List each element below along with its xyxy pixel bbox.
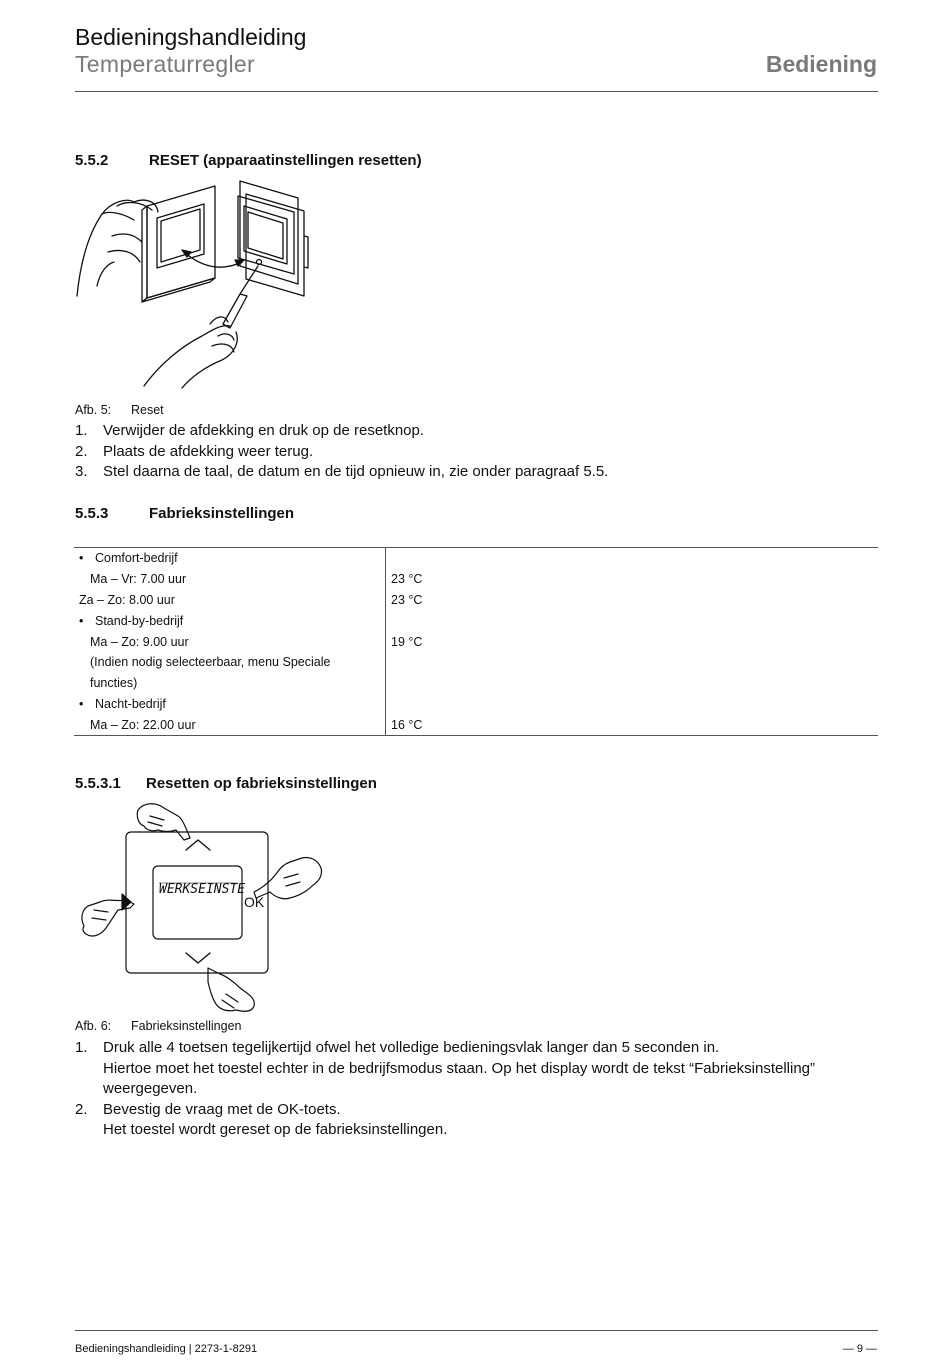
factory-reset-steps-list (75, 1038, 875, 1141)
section-title: Fabrieksinstellingen (149, 505, 295, 522)
table-cell: functies) (90, 676, 138, 691)
list-item (75, 462, 875, 483)
pointing-hand-right-icon (254, 857, 321, 898)
hand-left-image (77, 200, 158, 296)
table-row: • Comfort-bedrijf (74, 548, 878, 569)
section-title: Resetten op fabrieksinstellingen (146, 775, 377, 792)
list-number: 1. (75, 422, 88, 439)
table-row (74, 590, 878, 611)
up-arrow-icon[interactable] (186, 840, 210, 850)
section-number: 5.5.3.1 (75, 775, 121, 792)
table-cell: Ma – Vr: 7.00 uur (90, 572, 187, 587)
pointing-hand-bottom-icon (208, 968, 254, 1011)
footer-page-number: — 9 — (842, 1343, 877, 1355)
section-heading-factory-reset (75, 775, 875, 795)
table-cell: Nacht-bedrijf (95, 696, 166, 711)
list-item (75, 442, 875, 463)
table-cell: Ma – Zo: 9.00 uur (90, 634, 189, 649)
ok-button-label[interactable]: OK (244, 894, 265, 910)
section-title: RESET (apparaatinstellingen resetten) (149, 152, 422, 169)
reset-illustration (72, 176, 322, 396)
table-cell: 23 °C (386, 590, 879, 611)
list-item (75, 1100, 875, 1141)
figure-caption: Fabrieksinstellingen (131, 1019, 242, 1033)
list-text: weergegeven. (103, 1080, 198, 1097)
header-subtitle: Temperaturregler (75, 51, 255, 77)
table-row (74, 714, 878, 735)
footer-left: Bedieningshandleiding | 2273-1-8291 (75, 1343, 258, 1355)
figure-caption: Reset (131, 403, 164, 417)
header-title: Bedieningshandleiding (75, 24, 307, 50)
table-cell (386, 548, 879, 569)
figure-label: Afb. 6: (75, 1019, 112, 1033)
list-text: Hiertoe moet het toestel echter in de bedrijfsmodus staan. Op het display wordt de tekst “Fabrieksinstelling” (103, 1059, 816, 1077)
list-number: 3. (75, 463, 88, 480)
list-number: 2. (75, 442, 88, 460)
table-cell: Ma – Zo: 22.00 uur (90, 717, 196, 732)
screwdriver-image (223, 266, 258, 328)
table-row: • Nacht-bedrijf (74, 694, 878, 715)
list-number: 2. (75, 1100, 88, 1118)
device-display (153, 866, 242, 939)
table-cell: Stand-by-bedrijf (95, 613, 184, 628)
swap-arrow-icon (182, 250, 244, 267)
table-row (74, 673, 878, 694)
list-text: Het toestel wordt gereset op de fabrieksinstellingen. (103, 1121, 448, 1138)
list-item (75, 1038, 875, 1100)
list-number: 1. (75, 1039, 88, 1056)
table-cell (386, 694, 879, 715)
table-cell: Za – Zo: 8.00 uur (79, 592, 175, 607)
device-image (238, 181, 308, 296)
table-cell: Comfort-bedrijf (95, 551, 178, 566)
footer-rule (75, 1330, 878, 1331)
table-row: • Stand-by-bedrijf (74, 610, 878, 631)
pointing-hand-top-icon (137, 804, 190, 840)
table-cell: 19 °C (386, 631, 879, 652)
table-cell: (Indien nodig selecteerbaar, menu Speciale (90, 655, 331, 670)
list-text: Bevestig de vraag met de OK-toets. (103, 1100, 341, 1118)
list-item (75, 421, 875, 442)
figure-label: Afb. 5: (75, 403, 112, 417)
section-number: 5.5.2 (75, 152, 109, 169)
table-cell (386, 652, 879, 673)
section-heading-factory (75, 505, 875, 525)
factory-settings-table (74, 547, 878, 736)
section-number: 5.5.3 (75, 505, 109, 522)
table-row (74, 569, 878, 590)
table-cell: 23 °C (386, 569, 879, 590)
table-row (74, 652, 878, 673)
section-heading-reset (75, 152, 875, 172)
table-row (74, 631, 878, 652)
header-section: Bediening (765, 51, 877, 77)
header-rule (75, 91, 878, 92)
down-arrow-icon[interactable] (186, 953, 210, 963)
hand-right-image (144, 317, 237, 388)
reset-steps-list (75, 421, 875, 483)
list-text: Stel daarna de taal, de datum en de tijd opnieuw in, zie onder paragraaf 5.5. (103, 463, 609, 480)
list-text: Druk alle 4 toetsen tegelijkertijd ofwel het volledige bedieningsvlak langer dan 5 seconden in. (103, 1039, 720, 1056)
figure-6-caption (75, 1019, 475, 1035)
figure-5-caption (75, 403, 475, 419)
table-cell: 16 °C (386, 714, 879, 735)
factory-reset-illustration (78, 798, 328, 1016)
table-cell (386, 673, 879, 694)
table-cell (386, 610, 879, 631)
list-text: Plaats de afdekking weer terug. (103, 442, 314, 460)
list-text: Verwijder de afdekking en druk op de resetknop. (103, 422, 425, 439)
display-text: WERKSEINSTE (159, 882, 246, 897)
